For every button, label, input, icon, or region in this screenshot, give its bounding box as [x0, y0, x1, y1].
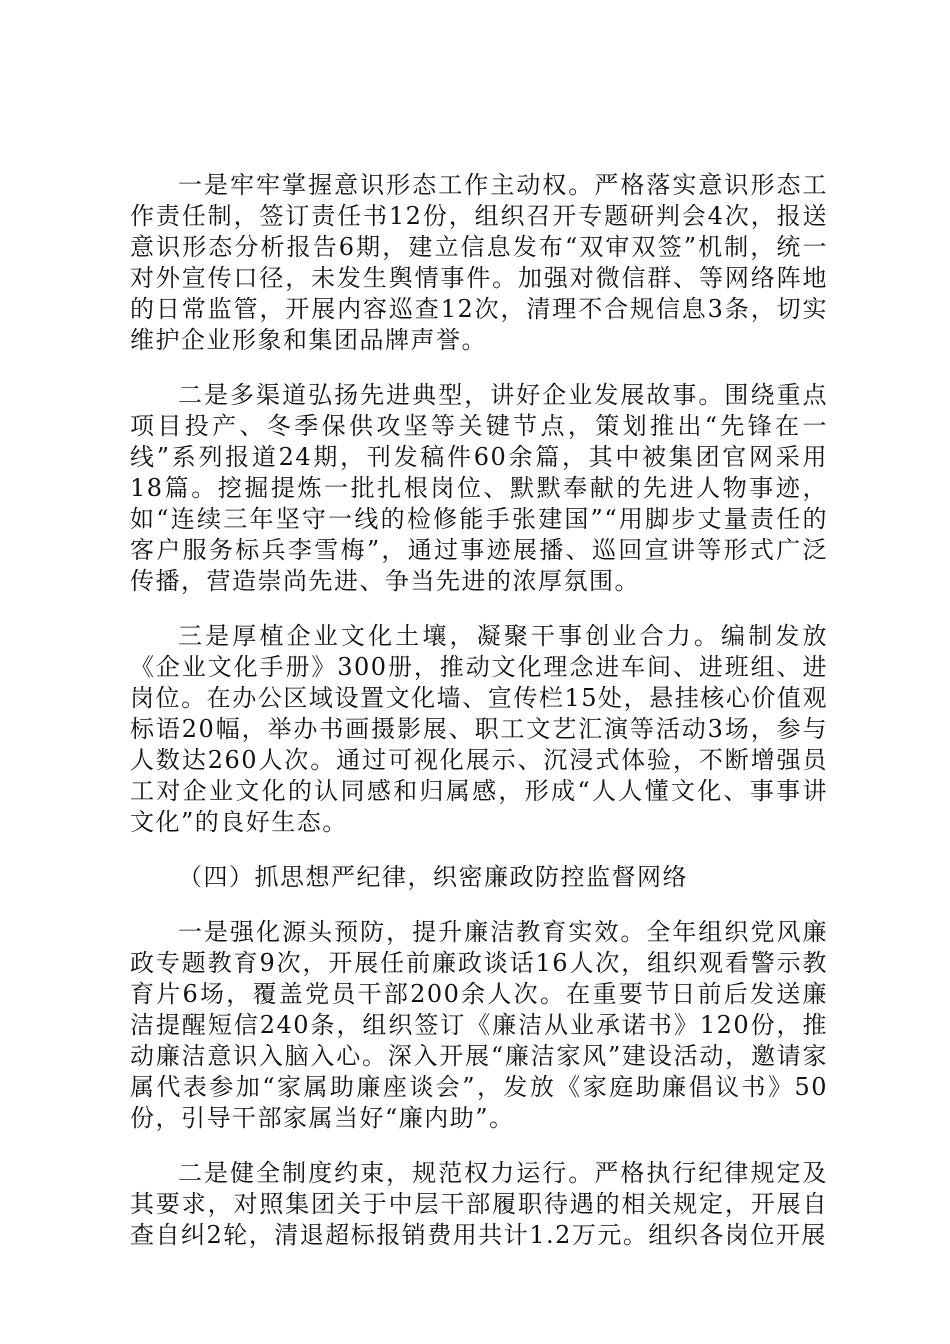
document-body — [130, 170, 828, 1275]
paragraph-corporate-culture: 三是厚植企业文化土壤，凝聚干事创业合力。编制发放《企业文化手册》300册，推动文化理念进车间、进班组、进岗位。在办公区域设置文化墙、宣传栏15处，悬挂核心价值观标语20幅，举办书画摄影展、职工文艺汇演等活动3场，参与人数达260人次。通过可视化展示、沉浸式体验，不断增强员工对企业文化的认同感和归属感，形成“人人懂文化、事事讲文化”的良好生态。 — [130, 622, 828, 836]
paragraph-advanced-models: 二是多渠道弘扬先进典型，讲好企业发展故事。围绕重点项目投产、冬季保供攻坚等关键节点，策划推出“先锋在一线”系列报道24期，刊发稿件60余篇，其中被集团官网采用18篇。挖掘提炼一批扎根岗位、默默奉献的先进人物事迹，如“连续三年坚守一线的检修能手张建国”“用脚步丈量责任的客户服务标兵李雪梅”，通过事迹展播、巡回宣讲等形式广泛传播，营造崇尚先进、争当先进的浓厚氛围。 — [130, 381, 828, 595]
section-heading: （四）抓思想严纪律，织密廉政防控监督网络 — [178, 863, 688, 891]
paragraph-ideology: 一是牢牢掌握意识形态工作主动权。严格落实意识形态工作责任制，签订责任书12份，组织召开专题研判会4次，报送意识形态分析报告6期，建立信息发布“双审双签”机制，统一对外宣传口径，未发生舆情事件。加强对微信群、等网络阵地的日常监管，开展内容巡查12次，清理不合规信息3条，切实维护企业形象和集团品牌声誉。 — [130, 171, 828, 354]
paragraph-institutional-constraints: 二是健全制度约束，规范权力运行。严格执行纪律规定及其要求，对照集团关于中层干部履职待遇的相关规定，开展自查自纠2轮，清退超标报销费用共计1.2万元。组织各岗位开展 — [130, 1159, 828, 1249]
paragraph-integrity-education: 一是强化源头预防，提升廉洁教育实效。全年组织党风廉政专题教育9次，开展任前廉政谈话16人次，组织观看警示教育片6场，覆盖党员干部200余人次。在重要节日前后发送廉洁提醒短信240条，组织签订《廉洁从业承诺书》120份，推动廉洁意识入脑入心。深入开展“廉洁家风”建设活动，邀请家属代表参加“家属助廉座谈会”，发放《家庭助廉倡议书》50份，引导干部家属当好“廉内助”。 — [130, 918, 828, 1132]
